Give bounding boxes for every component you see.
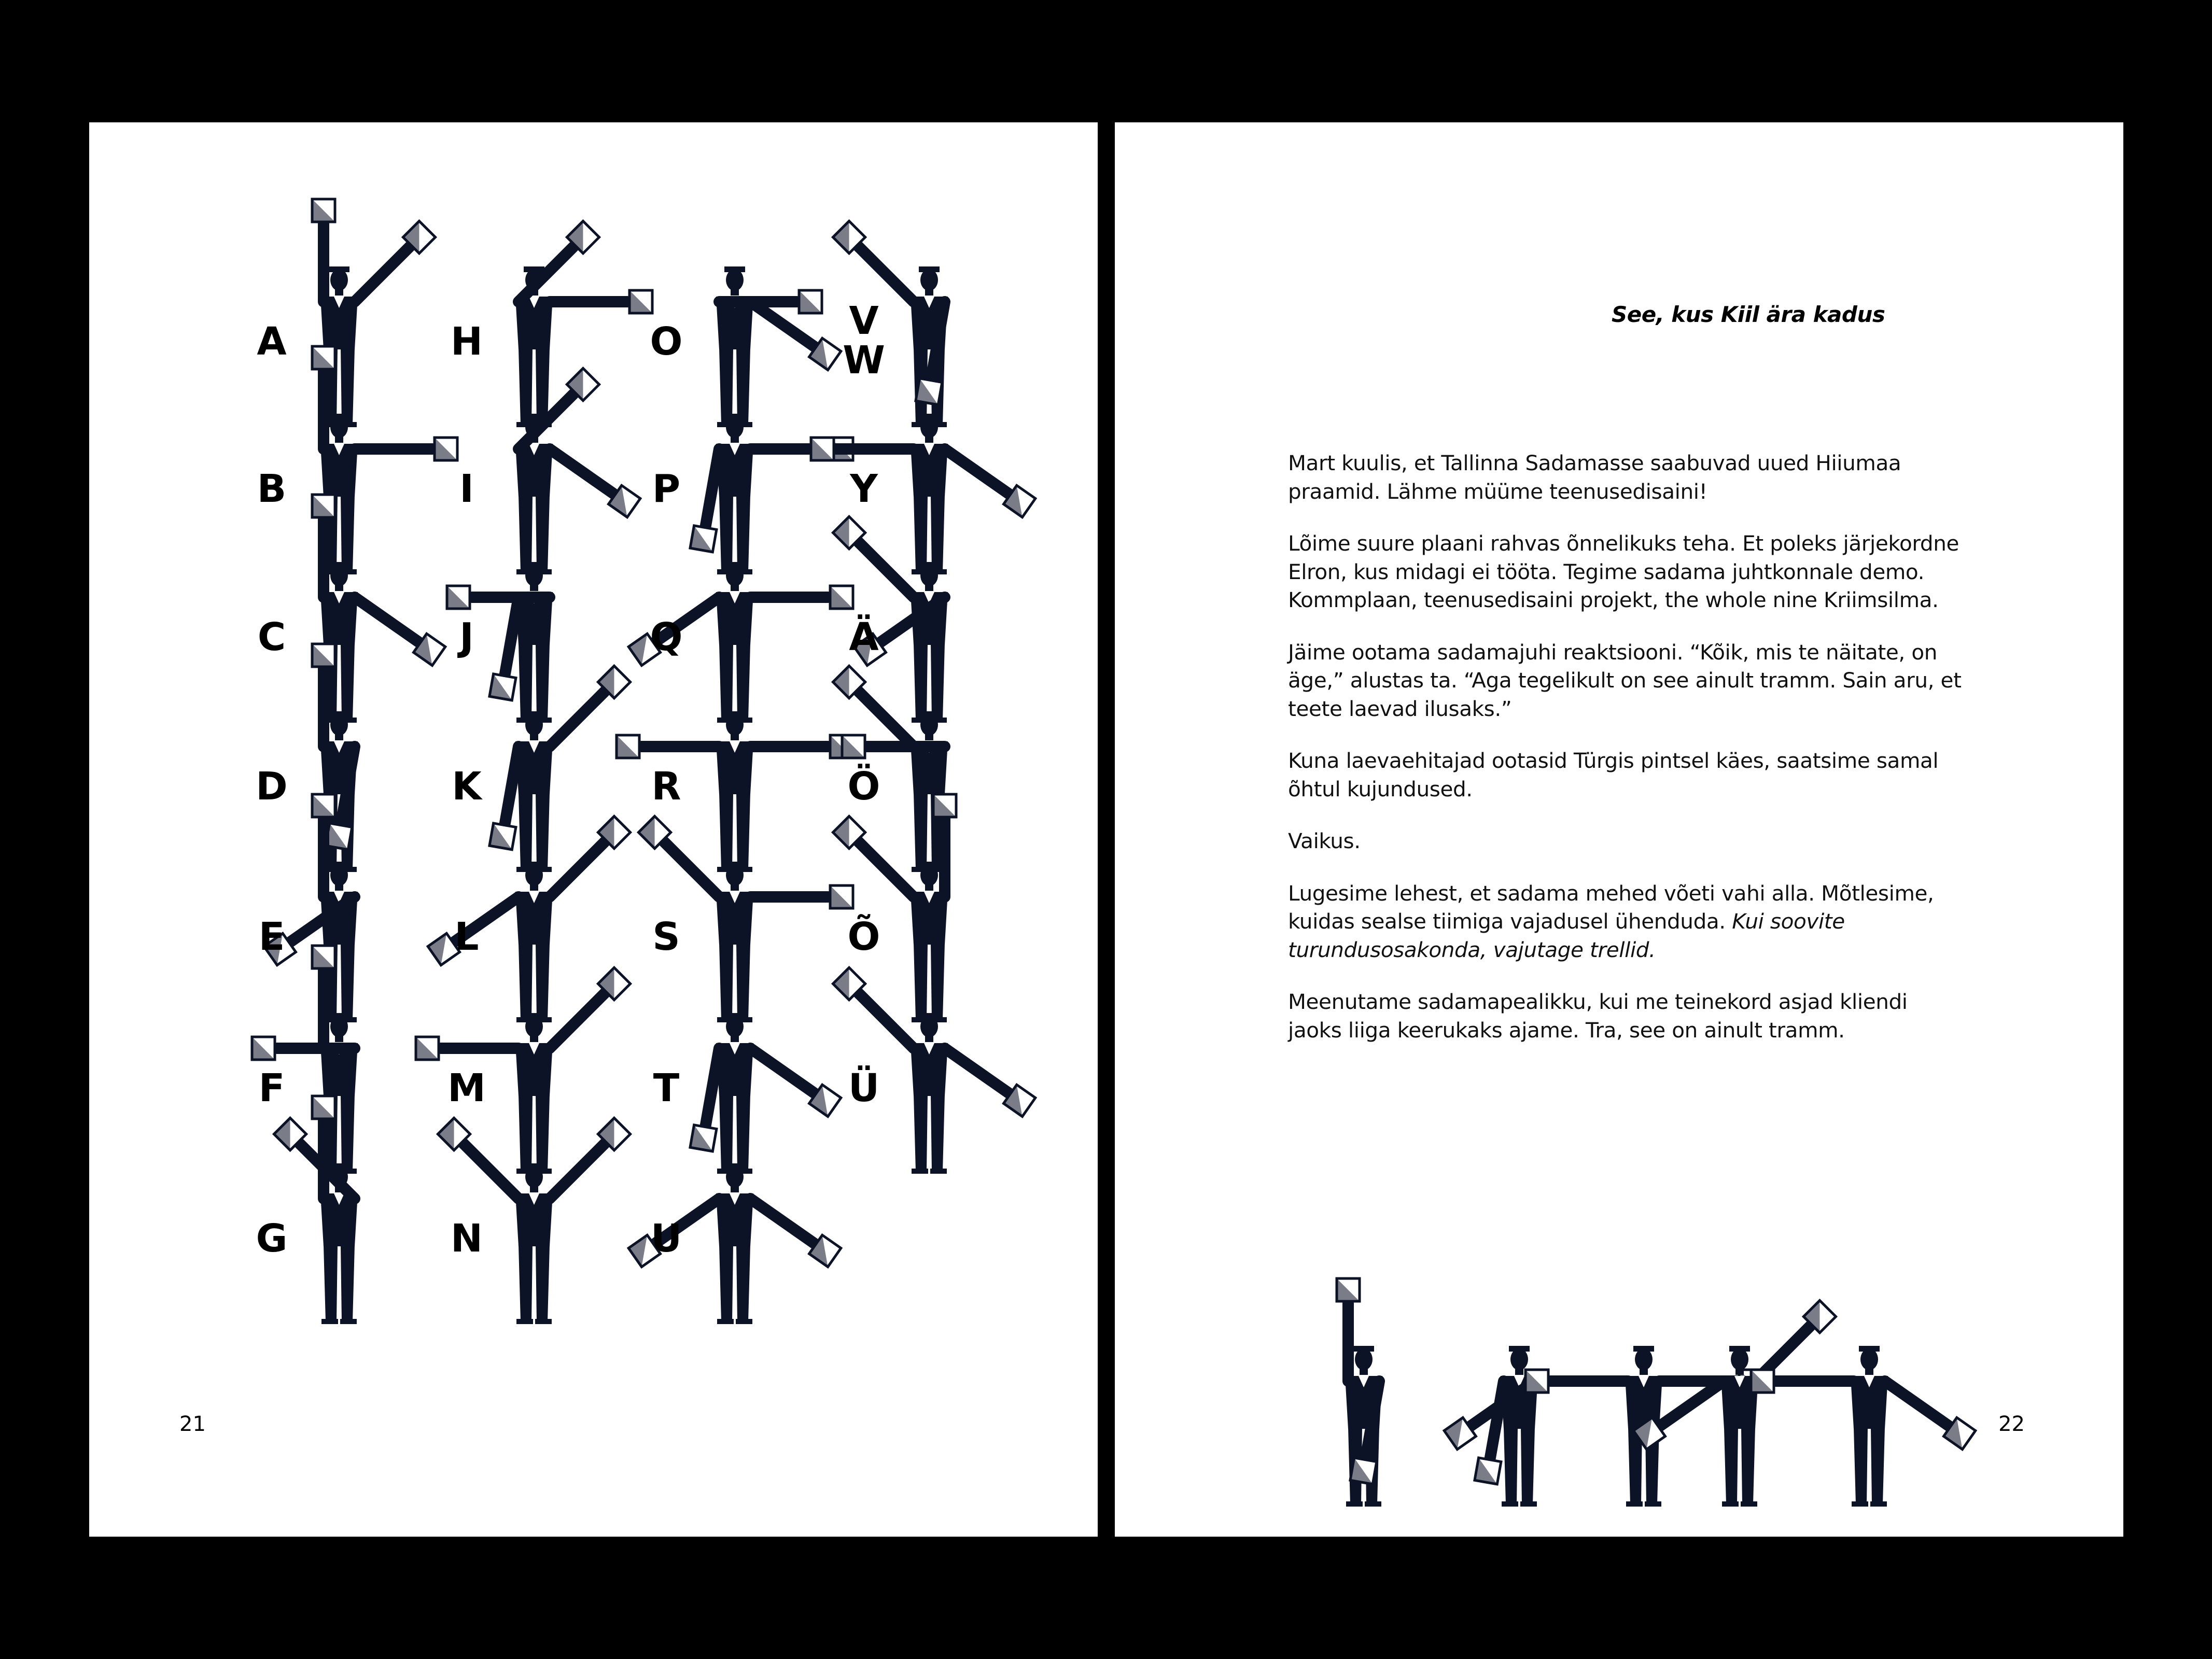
semaphore-figure-a	[312, 199, 436, 427]
semaphore-letter: Ü	[848, 1066, 880, 1110]
semaphore-letter: U	[650, 1216, 682, 1261]
semaphore-letter: C	[257, 615, 286, 659]
semaphore-letter: Ä	[849, 615, 879, 659]
semaphore-letter: D	[256, 764, 288, 809]
semaphore-letter: Q	[650, 615, 683, 659]
semaphore-letter: I	[459, 467, 474, 511]
semaphore-figure-i	[515, 368, 640, 574]
semaphore-letter: A	[257, 319, 287, 364]
semaphore-letter: Y	[850, 467, 878, 511]
semaphore-letter: P	[652, 467, 681, 511]
paragraph-4: Kuna laevaehitajad ootasid Türgis pintsel käes, saatsime samal õhtul kujundused.	[1288, 748, 1939, 802]
paragraph-7: Meenutame sadamapealikku, kui me teinekord asjad kliendi jaoks liiga keerukaks ajame. Tra, see on ainult tramm.	[1288, 989, 1908, 1043]
kiil-figure-2	[1444, 1346, 1538, 1507]
semaphore-letter: W	[843, 338, 885, 383]
paragraph-6-text: Lugesime lehest, et sadama mehed võeti vahi alla. Mõtlesime, kuidas sealse tiimiga vajadusel ühenduda.	[1288, 880, 1934, 934]
page-number: 22	[1998, 1412, 2025, 1436]
paragraph-2: Lõime suure plaani rahvas õnnelikuks teha. Et poleks järjekordne Elron, kus midagi ei tööta. Tegime sadama juhtkonnale demo. Kommplaan, teenusedisaini projekt, the whole nine Kriimsilma.	[1288, 531, 1959, 612]
semaphore-letter: V	[849, 299, 879, 343]
semaphore-letter: R	[651, 764, 681, 809]
kiil-figure-1	[1337, 1278, 1382, 1507]
kiil-figure-5	[1751, 1346, 1976, 1507]
semaphore-letter: Ö	[847, 764, 880, 809]
semaphore-letter: N	[451, 1216, 483, 1261]
semaphore-letter: H	[451, 319, 483, 364]
paragraph-6-italic: Kui soovite turundusosakonda, vajutage trellid.	[1288, 909, 1845, 962]
semaphore-figure-t	[690, 1013, 841, 1174]
semaphore-alphabet-illustration	[89, 122, 1098, 1537]
semaphore-letter: K	[452, 764, 482, 809]
semaphore-letter: Õ	[847, 915, 880, 959]
semaphore-letter: O	[650, 319, 683, 364]
semaphore-figure-o	[716, 266, 841, 427]
right-page	[1115, 122, 2123, 1537]
left-page	[89, 122, 1098, 1537]
semaphore-letter: T	[653, 1066, 680, 1110]
semaphore-letter: J	[459, 615, 474, 659]
kiil-figure-4	[1633, 1300, 1836, 1507]
semaphore-letter: E	[258, 915, 285, 959]
semaphore-letter: F	[258, 1066, 285, 1110]
semaphore-letter: G	[256, 1216, 288, 1261]
semaphore-letter: B	[257, 467, 287, 511]
semaphore-letter: S	[652, 915, 680, 959]
paragraph-5: Vaikus.	[1288, 828, 1361, 853]
semaphore-letter: L	[454, 915, 479, 959]
paragraph-1: Mart kuulis, et Tallinna Sadamasse saabuvad uued Hiiumaa praamid. Lähme müüme teenusedisaini!	[1288, 451, 1901, 504]
story-title: See, kus Kiil ära kadus	[1612, 302, 1885, 327]
page-number: 21	[179, 1412, 206, 1436]
kiil-semaphore-illustration	[1115, 122, 2123, 1537]
paragraph-3: Jäime ootama sadamajuhi reaktsiooni. “Kõik, mis te näitate, on äge,” alustas ta. “Aga tegelikult on see ainult tramm. Sain aru, et teete laevad ilusaks.”	[1288, 639, 1962, 721]
semaphore-letter: M	[447, 1066, 486, 1110]
